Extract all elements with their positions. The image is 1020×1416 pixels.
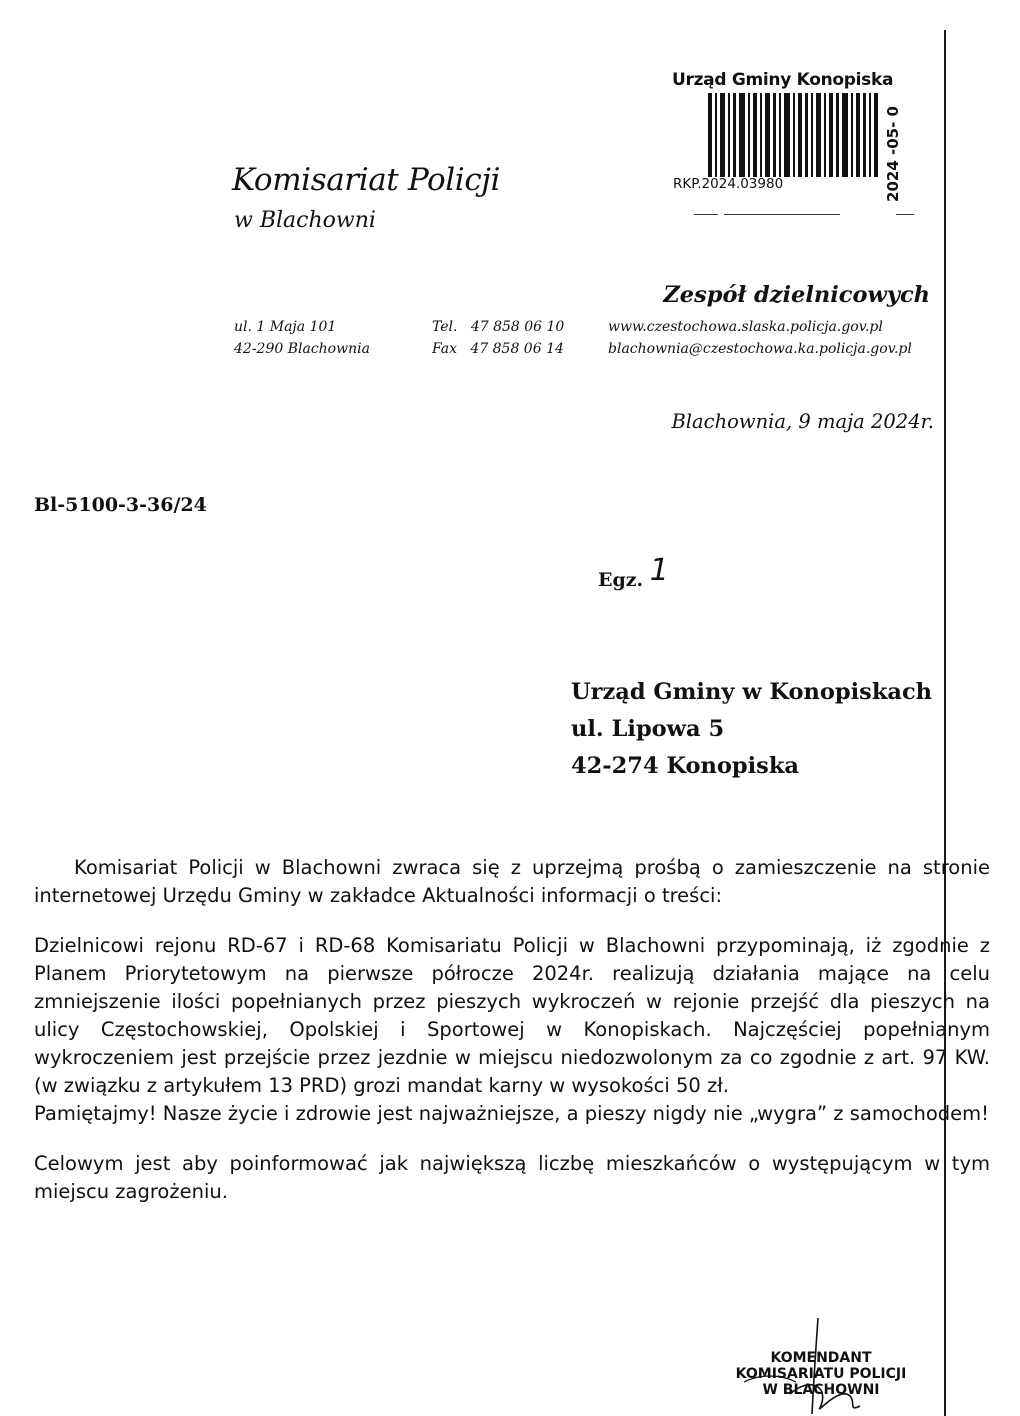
org-city: w Blachowni xyxy=(234,208,376,233)
fax-label: Fax xyxy=(432,341,458,357)
registry-number: RKP.2024.03980 xyxy=(673,176,784,192)
received-date-text: 2024 -05- 0 xyxy=(884,106,902,202)
body-paragraph-2: Dzielnicowi rejonu RD-67 i RD-68 Komisariatu Policji w Blachowni przypominają, iż zgodnie z Planem Priorytetowym na pierwsze półrocze 2024r. realizują działania mające na celu zmniejszenie ilości popełnianych przez pieszych wykroczeń w rejonie przejść dla pieszych na ulicy Częstochowskiej, Opolskiej i Sportowej w Konopiskach. Najczęściej popełnianym wykroczeniem jest przejście przez jezdnie w miejscu niedozwolonym za co zgodnie z art. 97 KW. (w związku z artykułem 13 PRD) grozi mandat karny w wysokości 50 zł. xyxy=(34,934,990,1097)
copy-label: Egz. xyxy=(598,569,644,591)
email-link[interactable]: blachownia@czestochowa.ka.policja.gov.pl xyxy=(608,341,912,357)
contact-phone xyxy=(432,316,564,360)
signature-line-2: KOMISARIATU POLICJI xyxy=(735,1366,907,1382)
reference-number: Bl-5100-3-36/24 xyxy=(34,494,207,516)
body-paragraph-4: Celowym jest aby poinformować jak największą liczbę mieszkańców o występującym w tym miejscu zagrożeniu. xyxy=(34,1152,990,1203)
copy-number xyxy=(598,553,669,594)
received-date xyxy=(880,106,906,202)
scan-edge-line xyxy=(944,30,946,1416)
recipient-city: 42-274 Konopiska xyxy=(571,753,799,779)
address-line-2: 42-290 Blachownia xyxy=(234,341,370,357)
body-paragraph-1: Komisariat Policji w Blachowni zwraca się z uprzejmą prośbą o zamieszczenie na stronie internetowej Urzędu Gminy w zakładce Aktualności informacji o treści: xyxy=(34,856,990,907)
recipient-street: ul. Lipowa 5 xyxy=(571,716,725,742)
team-name: Zespół dzielnicowych xyxy=(663,282,930,308)
org-name: Komisariat Policji xyxy=(232,162,501,198)
stamp-divider xyxy=(896,214,914,215)
tel-number: 47 858 06 10 xyxy=(470,319,565,335)
registry-stamp-office: Urząd Gminy Konopiska xyxy=(672,70,894,90)
body-paragraph-3: Pamiętajmy! Nasze życie i zdrowie jest najważniejsze, a pieszy nigdy nie „wygra” z samochodem! xyxy=(34,1102,989,1125)
letter-body xyxy=(34,854,990,1206)
copy-number-value: 1 xyxy=(649,553,669,588)
contact-web xyxy=(608,316,912,360)
barcode-icon xyxy=(708,93,878,177)
fax-number: 47 858 06 14 xyxy=(470,341,564,357)
signature-line-3: W BLACHOWNI xyxy=(762,1382,880,1398)
letter-date: Blachownia, 9 maja 2024r. xyxy=(671,410,934,433)
tel-label: Tel. xyxy=(432,319,458,335)
signature-title: KOMENDANT xyxy=(770,1350,872,1366)
contact-address xyxy=(234,316,370,360)
address-line-1: ul. 1 Maja 101 xyxy=(234,319,337,335)
recipient-name: Urząd Gminy w Konopiskach xyxy=(571,679,933,705)
signature-stamp xyxy=(716,1350,926,1398)
recipient-block xyxy=(571,674,932,785)
stamp-divider xyxy=(724,214,840,215)
stamp-divider xyxy=(694,214,718,215)
website-link[interactable]: www.czestochowa.slaska.policja.gov.pl xyxy=(608,319,883,335)
